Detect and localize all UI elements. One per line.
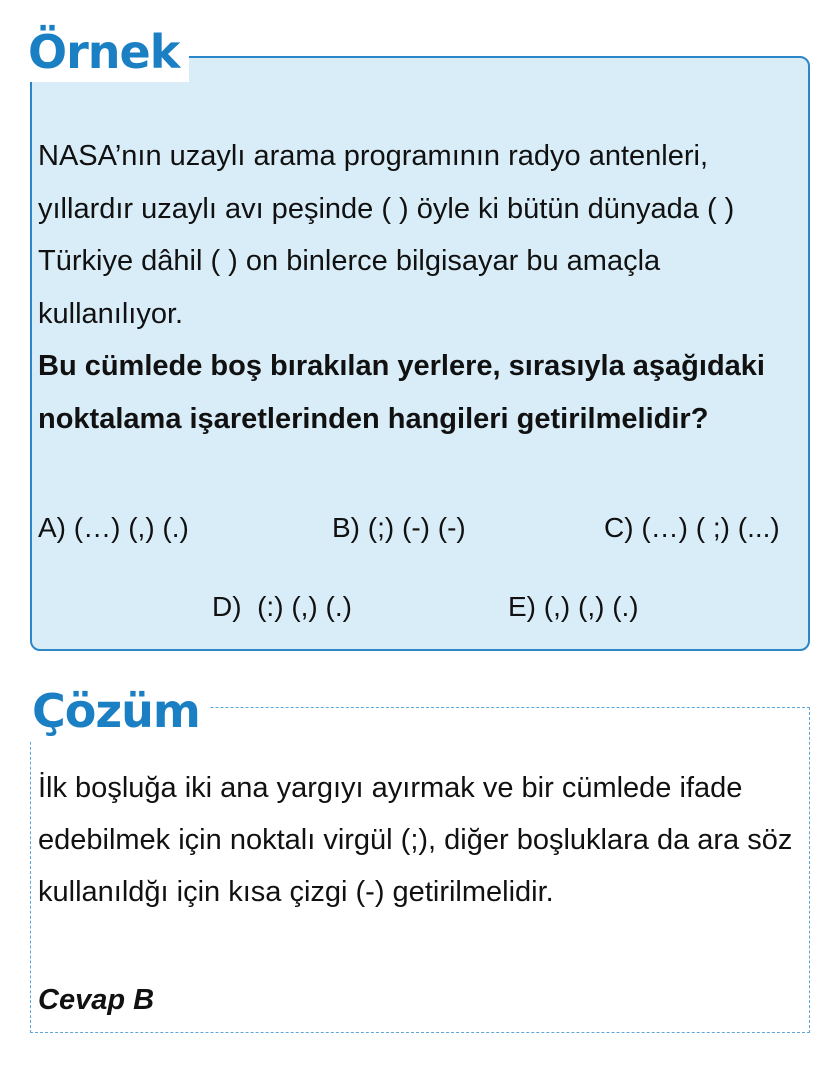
answer-text: Cevap B [38,984,155,1016]
option-e-text: (,) (,) (.) [543,591,639,622]
option-b[interactable] [332,511,466,545]
option-c-label: C) [604,512,634,543]
option-d[interactable] [212,590,352,624]
option-e[interactable] [508,590,639,624]
option-a[interactable] [38,511,189,545]
option-a-text: (…) (,) (.) [73,512,189,543]
option-c[interactable] [604,511,780,545]
question-prompt: Bu cümlede boş bırakılan yerlere, sırasıyla aşağıdaki noktalama işaretlerinden hangileri getirilmelidir? [38,350,765,435]
option-b-text: (;) (-) (-) [367,512,466,543]
option-a-label: A) [38,512,66,543]
solution-heading: Çözüm [28,680,210,742]
question-text: NASA’nın uzaylı arama programının radyo antenleri, yıllardır uzaylı avı peşinde ( ) öyle ki bütün dünyada ( ) Türkiye dâhil ( ) on binlerce bilgisayar bu amaçla kullanılıyor. [38,140,735,330]
option-d-text: (:) (,) (.) [249,591,352,622]
option-c-text: (…) ( ;) (...) [641,512,780,543]
solution-text: İlk boşluğa iki ana yargıyı ayırmak ve bir cümlede ifade edebilmek için noktalı virgül (;), diğer boşluklara da ara söz kullanıldğı için kısa çizgi (-) getirilmelidir. [38,772,793,908]
example-heading: Örnek [22,22,189,82]
option-d-label: D) [212,591,242,622]
option-b-label: B) [332,512,360,543]
option-e-label: E) [508,591,536,622]
